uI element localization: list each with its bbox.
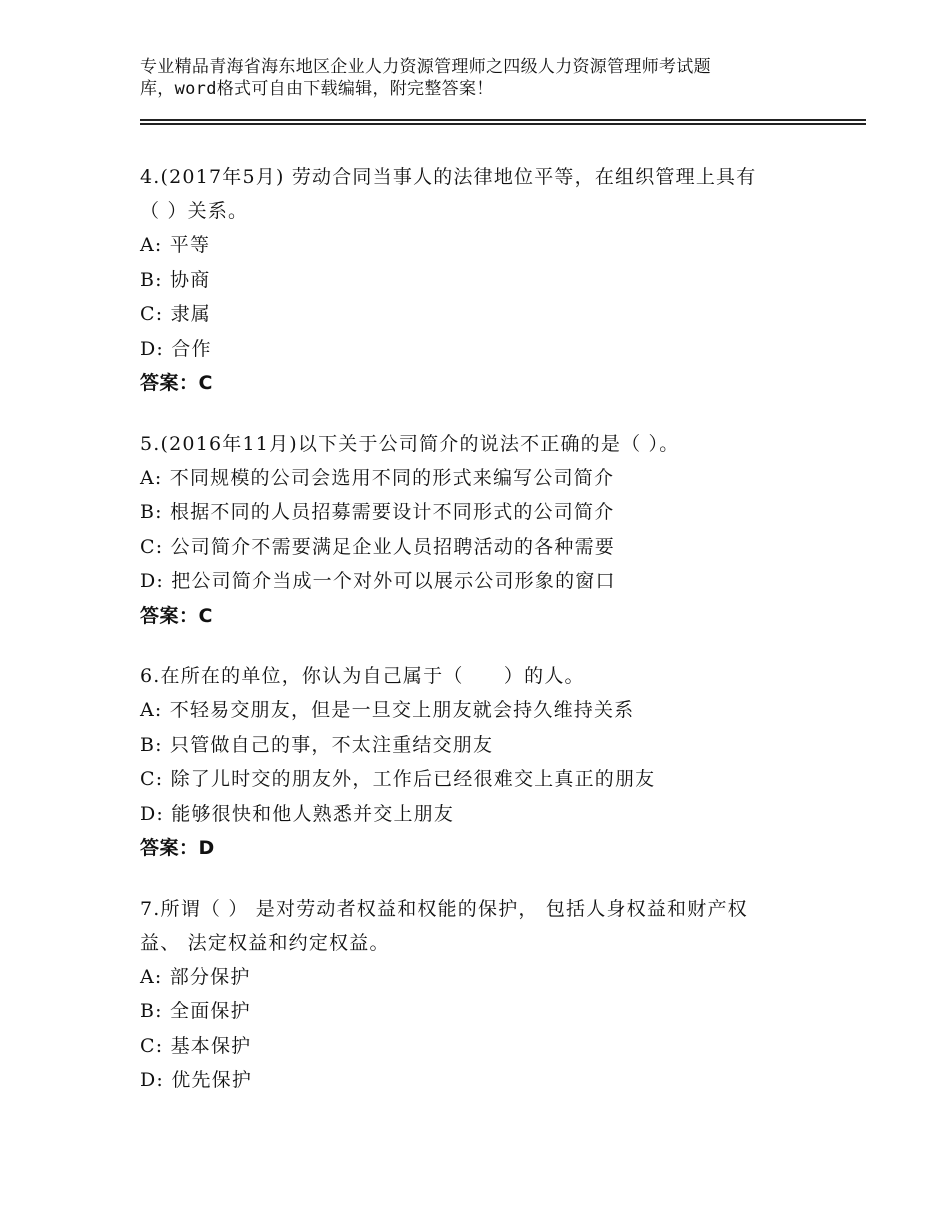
- header-divider-top: [140, 119, 866, 121]
- question-text-line: 6.在所在的单位，你认为自己属于（ ）的人。: [140, 665, 585, 687]
- option-b: B: 根据不同的人员招募需要设计不同形式的公司简介: [140, 501, 615, 523]
- option-a: A: 不同规模的公司会选用不同的形式来编写公司简介: [140, 466, 615, 489]
- option-b: B: 全面保护: [140, 1000, 251, 1022]
- option-c: C: 公司简介不需要满足企业人员招聘活动的各种需要: [140, 535, 615, 558]
- option-a: A: 部分保护: [140, 965, 251, 988]
- option-b: B: 协商: [140, 268, 211, 291]
- question-list: [140, 160, 840, 1124]
- option-c: C: 隶属: [140, 303, 211, 325]
- document-header: [140, 56, 840, 100]
- question-5: [140, 427, 840, 634]
- option-c: C: 除了儿时交的朋友外，工作后已经很难交上真正的朋友: [140, 768, 656, 790]
- option-d: D: 能够很快和他人熟悉并交上朋友: [140, 802, 455, 825]
- answer-label: 答案：C: [140, 604, 213, 627]
- question-7: [140, 892, 840, 1098]
- option-d: D: 把公司简介当成一个对外可以展示公司形象的窗口: [140, 570, 616, 592]
- question-text-line: 4.(2017年5月) 劳动合同当事人的法律地位平等，在组织管理上具有: [140, 166, 757, 188]
- question-text-line: 益、 法定权益和约定权益。: [140, 931, 390, 954]
- header-line-2: 库，word格式可自由下载编辑，附完整答案！: [140, 79, 494, 99]
- option-c: C: 基本保护: [140, 1034, 252, 1057]
- option-b: B: 只管做自己的事，不太注重结交朋友: [140, 733, 494, 756]
- option-a: A: 不轻易交朋友，但是一旦交上朋友就会持久维持关系: [140, 699, 635, 721]
- answer-label: 答案：C: [140, 372, 213, 394]
- option-d: D: 优先保护: [140, 1069, 253, 1091]
- question-text-line: （ ）关系。: [140, 200, 249, 222]
- answer-label: 答案：D: [140, 837, 215, 859]
- question-text-line: 5.(2016年11月)以下关于公司简介的说法不正确的是（ ）。: [140, 432, 680, 455]
- question-text-line: 7.所谓（ ） 是对劳动者权益和权能的保护， 包括人身权益和财产权: [140, 897, 748, 920]
- option-d: D: 合作: [140, 337, 212, 360]
- header-divider-bottom: [140, 123, 866, 125]
- question-6: [140, 659, 840, 866]
- question-4: [140, 160, 840, 401]
- option-a: A: 平等: [140, 234, 211, 256]
- header-line-1: 专业精品青海省海东地区企业人力资源管理师之四级人力资源管理师考试题: [140, 57, 711, 77]
